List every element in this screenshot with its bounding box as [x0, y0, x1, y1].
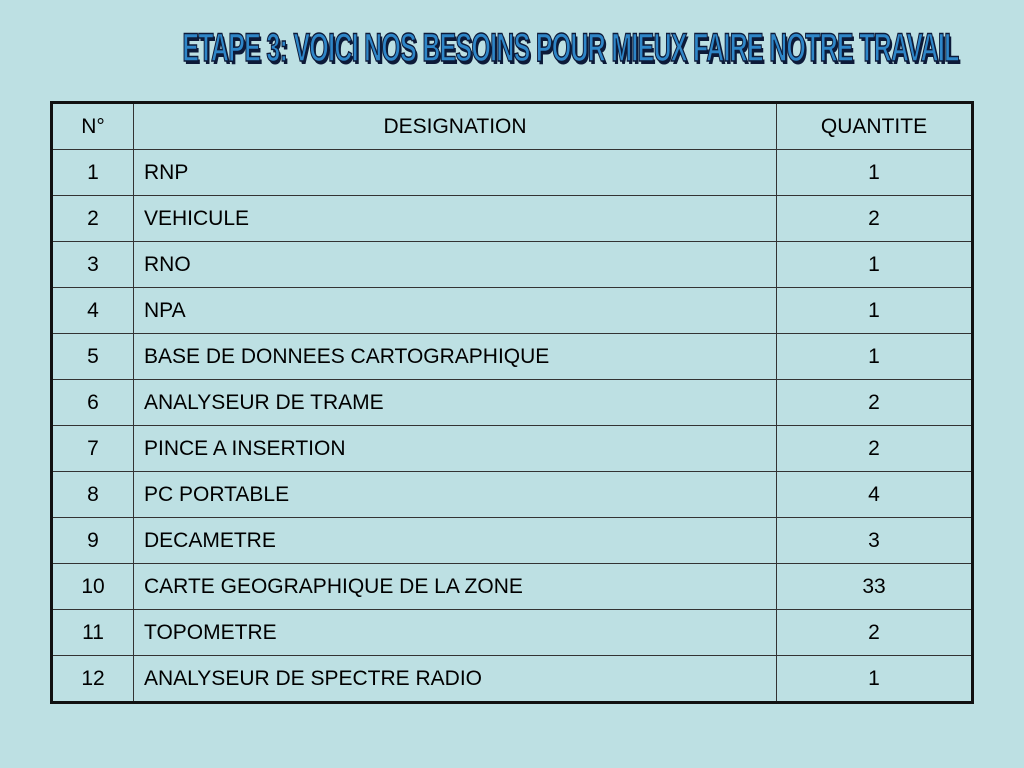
row-designation: CARTE GEOGRAPHIQUE DE LA ZONE — [134, 564, 777, 610]
row-designation: ANALYSEUR DE SPECTRE RADIO — [134, 656, 777, 703]
row-quantity: 33 — [777, 564, 973, 610]
table-row — [52, 380, 973, 426]
row-num: 2 — [52, 196, 134, 242]
row-designation: PC PORTABLE — [134, 472, 777, 518]
row-num: 10 — [52, 564, 134, 610]
row-quantity: 1 — [777, 288, 973, 334]
table-row — [52, 334, 973, 380]
table-header-row — [52, 103, 973, 150]
row-designation: BASE DE DONNEES CARTOGRAPHIQUE — [134, 334, 777, 380]
header-designation: DESIGNATION — [134, 103, 777, 150]
row-num: 5 — [52, 334, 134, 380]
table-row — [52, 426, 973, 472]
table-row — [52, 196, 973, 242]
header-num: N° — [52, 103, 134, 150]
row-quantity: 1 — [777, 242, 973, 288]
row-num: 9 — [52, 518, 134, 564]
row-num: 1 — [52, 150, 134, 196]
row-designation: VEHICULE — [134, 196, 777, 242]
row-designation: DECAMETRE — [134, 518, 777, 564]
row-designation: RNP — [134, 150, 777, 196]
row-designation: RNO — [134, 242, 777, 288]
table-row — [52, 242, 973, 288]
row-designation: TOPOMETRE — [134, 610, 777, 656]
row-quantity: 2 — [777, 196, 973, 242]
row-num: 3 — [52, 242, 134, 288]
row-designation: ANALYSEUR DE TRAME — [134, 380, 777, 426]
row-num: 6 — [52, 380, 134, 426]
row-quantity: 1 — [777, 656, 973, 703]
row-quantity: 2 — [777, 380, 973, 426]
row-quantity: 4 — [777, 472, 973, 518]
row-num: 12 — [52, 656, 134, 703]
table-row — [52, 610, 973, 656]
row-num: 4 — [52, 288, 134, 334]
row-quantity: 2 — [777, 610, 973, 656]
row-quantity: 2 — [777, 426, 973, 472]
table-row — [52, 656, 973, 703]
header-quantity: QUANTITE — [777, 103, 973, 150]
needs-table — [50, 101, 974, 704]
row-designation: NPA — [134, 288, 777, 334]
table-row — [52, 518, 973, 564]
row-num: 8 — [52, 472, 134, 518]
table-row — [52, 150, 973, 196]
row-quantity: 3 — [777, 518, 973, 564]
slide-title: ETAPE 3: VOICI NOS BESOINS POUR MIEUX FAIRE NOTRE TRAVAIL — [182, 26, 959, 70]
row-designation: PINCE A INSERTION — [134, 426, 777, 472]
row-num: 7 — [52, 426, 134, 472]
row-quantity: 1 — [777, 150, 973, 196]
row-num: 11 — [52, 610, 134, 656]
table-row — [52, 564, 973, 610]
row-quantity: 1 — [777, 334, 973, 380]
table-row — [52, 288, 973, 334]
table-row — [52, 472, 973, 518]
